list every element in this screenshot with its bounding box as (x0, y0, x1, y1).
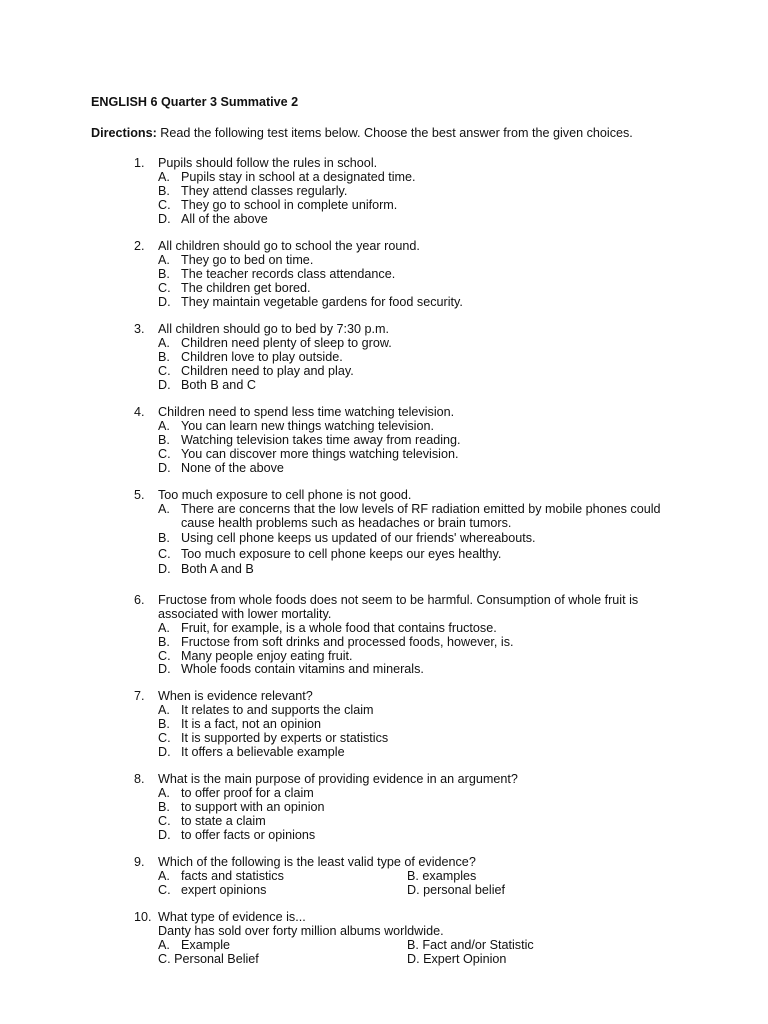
question-number: 2. (134, 239, 145, 253)
question-number: 7. (134, 689, 145, 703)
option-letter: D. (158, 294, 171, 309)
option-text: It relates to and supports the claim (181, 702, 374, 717)
option-combined: C. Personal Belief (158, 951, 259, 966)
answer-option (0, 296, 768, 310)
option-letter: D. (158, 460, 171, 475)
option-text: Too much exposure to cell phone keeps our eyes healthy. (181, 546, 502, 561)
question-text: Children need to spend less time watching television. (158, 405, 455, 419)
answer-option (0, 663, 768, 677)
page-title: ENGLISH 6 Quarter 3 Summative 2 (91, 95, 299, 109)
option-letter: D. (158, 827, 171, 842)
answer-option (0, 622, 768, 636)
option-text: Fruit, for example, is a whole food that contains fructose. (181, 620, 497, 635)
question-stem-line (0, 489, 768, 503)
option-letter: C. (158, 546, 171, 561)
question-stem-continuation (0, 925, 768, 939)
question-number: 1. (134, 156, 145, 170)
question-6 (0, 594, 768, 677)
answer-option (0, 829, 768, 843)
answer-option (0, 732, 768, 746)
question-stem-line (0, 690, 768, 704)
question-stem-line (0, 240, 768, 254)
directions-label: Directions: (91, 126, 157, 140)
option-letter: C. (158, 648, 171, 663)
option-letter: B. (158, 531, 170, 546)
question-9 (0, 856, 768, 898)
option-letter: D. (158, 211, 171, 226)
answer-option (0, 532, 768, 546)
option-text: Children need to play and play. (181, 363, 354, 378)
option-text: to offer facts or opinions (181, 827, 316, 842)
option-text: You can learn new things watching television. (181, 418, 434, 433)
question-7 (0, 690, 768, 759)
answer-option-row (0, 953, 768, 967)
answer-option (0, 815, 768, 829)
answer-option (0, 351, 768, 365)
question-text: When is evidence relevant? (158, 689, 313, 703)
option-text: Both A and B (181, 562, 254, 577)
option-letter: B. (158, 716, 170, 731)
question-stem-line (0, 911, 768, 925)
option-text: None of the above (181, 460, 284, 475)
option-letter: B. (158, 349, 170, 364)
question-stem-line (0, 773, 768, 787)
option-text: The children get bored. (181, 280, 311, 295)
option-letter: A. (158, 418, 170, 433)
option-letter: D. (158, 744, 171, 759)
question-text: Fructose from whole foods does not seem to be harmful. Consumption of whole fruit is (158, 593, 639, 607)
answer-option (0, 462, 768, 476)
answer-option (0, 213, 768, 227)
option-letter: B. (158, 432, 170, 447)
question-8 (0, 773, 768, 842)
question-stem-line (0, 157, 768, 171)
question-stem-line (0, 323, 768, 337)
option-letter: A. (158, 937, 170, 952)
question-stem-line (0, 406, 768, 420)
question-stem-line (0, 594, 768, 608)
answer-option (0, 434, 768, 448)
question-number: 3. (134, 322, 145, 336)
option-letter: D. (158, 377, 171, 392)
question-text-cont: Danty has sold over forty million albums worldwide. (158, 923, 444, 938)
question-text: All children should go to bed by 7:30 p.m. (158, 322, 390, 336)
answer-option (0, 746, 768, 760)
option-text: The teacher records class attendance. (181, 266, 396, 281)
option-letter: C. (158, 882, 171, 897)
answer-option (0, 282, 768, 296)
option-text: All of the above (181, 211, 268, 226)
question-4 (0, 406, 768, 475)
option-letter: C. (158, 197, 171, 212)
question-text-cont: associated with lower mortality. (158, 606, 332, 621)
answer-option (0, 365, 768, 379)
option-text: Both B and C (181, 377, 256, 392)
option-text: Children need plenty of sleep to grow. (181, 335, 392, 350)
option-text: Children love to play outside. (181, 349, 343, 364)
answer-option (0, 636, 768, 650)
answer-option-row (0, 939, 768, 953)
question-text: All children should go to school the year round. (158, 239, 420, 253)
option-text: facts and statistics (181, 868, 284, 883)
question-2 (0, 240, 768, 309)
option-text: It offers a believable example (181, 744, 345, 759)
option-right: B. Fact and/or Statistic (407, 937, 534, 952)
question-text: Pupils should follow the rules in school. (158, 156, 378, 170)
answer-option (0, 185, 768, 199)
option-letter: A. (158, 620, 170, 635)
answer-option (0, 563, 768, 577)
answer-option (0, 379, 768, 393)
answer-option (0, 718, 768, 732)
question-number: 8. (134, 772, 145, 786)
option-letter: C. (158, 363, 171, 378)
option-letter: B. (158, 183, 170, 198)
option-letter: A. (158, 252, 170, 267)
answer-option-continuation (0, 517, 768, 531)
option-text: It is supported by experts or statistics (181, 730, 389, 745)
option-letter: A. (158, 868, 170, 883)
question-stem-line (0, 856, 768, 870)
option-letter: A. (158, 785, 170, 800)
question-text: What is the main purpose of providing evidence in an argument? (158, 772, 518, 786)
question-10 (0, 911, 768, 967)
option-right: B. examples (407, 868, 477, 883)
option-letter: D. (158, 662, 171, 677)
question-text: What type of evidence is... (158, 910, 306, 924)
option-letter: C. (158, 730, 171, 745)
option-text: They go to school in complete uniform. (181, 197, 398, 212)
option-letter: D. (158, 562, 171, 577)
answer-option (0, 171, 768, 185)
answer-option (0, 787, 768, 801)
answer-option (0, 503, 768, 517)
option-text: They go to bed on time. (181, 252, 314, 267)
option-text: Example (181, 937, 230, 952)
option-text: Whole foods contain vitamins and minerals. (181, 662, 424, 677)
question-3 (0, 323, 768, 392)
option-text: to state a claim (181, 813, 266, 828)
question-number: 5. (134, 488, 145, 502)
answer-option (0, 420, 768, 434)
option-text: Using cell phone keeps us updated of our friends' whereabouts. (181, 531, 536, 546)
answer-option (0, 199, 768, 213)
option-text-cont: cause health problems such as headaches or brain tumors. (181, 515, 512, 530)
answer-option (0, 254, 768, 268)
option-text: It is a fact, not an opinion (181, 716, 322, 731)
question-number: 4. (134, 405, 145, 419)
option-text: Many people enjoy eating fruit. (181, 648, 353, 663)
question-stem-continuation (0, 608, 768, 622)
option-text: Watching television takes time away from reading. (181, 432, 461, 447)
option-letter: B. (158, 634, 170, 649)
option-letter: A. (158, 702, 170, 717)
option-letter: A. (158, 169, 170, 184)
option-text: They attend classes regularly. (181, 183, 348, 198)
question-1 (0, 157, 768, 226)
option-letter: B. (158, 266, 170, 281)
answer-option (0, 650, 768, 664)
question-text: Too much exposure to cell phone is not good. (158, 488, 412, 502)
option-text: There are concerns that the low levels of RF radiation emitted by mobile phones could (181, 501, 661, 516)
option-text: to support with an opinion (181, 799, 325, 814)
option-text: Fructose from soft drinks and processed foods, however, is. (181, 634, 514, 649)
option-letter: C. (158, 446, 171, 461)
option-letter: A. (158, 501, 170, 516)
option-right: D. Expert Opinion (407, 951, 507, 966)
option-text: to offer proof for a claim (181, 785, 314, 800)
answer-option-row (0, 884, 768, 898)
option-letter: A. (158, 335, 170, 350)
question-text: Which of the following is the least valid type of evidence? (158, 855, 476, 869)
answer-option (0, 801, 768, 815)
option-text: Pupils stay in school at a designated time. (181, 169, 416, 184)
directions (91, 125, 633, 141)
answer-option (0, 704, 768, 718)
option-letter: C. (158, 280, 171, 295)
question-5 (0, 489, 768, 579)
answer-option-row (0, 870, 768, 884)
directions-text: Read the following test items below. Choose the best answer from the given choices. (156, 126, 633, 140)
option-text: You can discover more things watching television. (181, 446, 459, 461)
answer-option (0, 548, 768, 562)
question-number: 6. (134, 593, 145, 607)
question-number: 10. (134, 910, 152, 924)
option-text: expert opinions (181, 882, 267, 897)
option-letter: C. (158, 813, 171, 828)
question-number: 9. (134, 855, 145, 869)
option-letter: B. (158, 799, 170, 814)
answer-option (0, 337, 768, 351)
answer-option (0, 268, 768, 282)
answer-option (0, 448, 768, 462)
option-right: D. personal belief (407, 882, 506, 897)
option-text: They maintain vegetable gardens for food security. (181, 294, 463, 309)
